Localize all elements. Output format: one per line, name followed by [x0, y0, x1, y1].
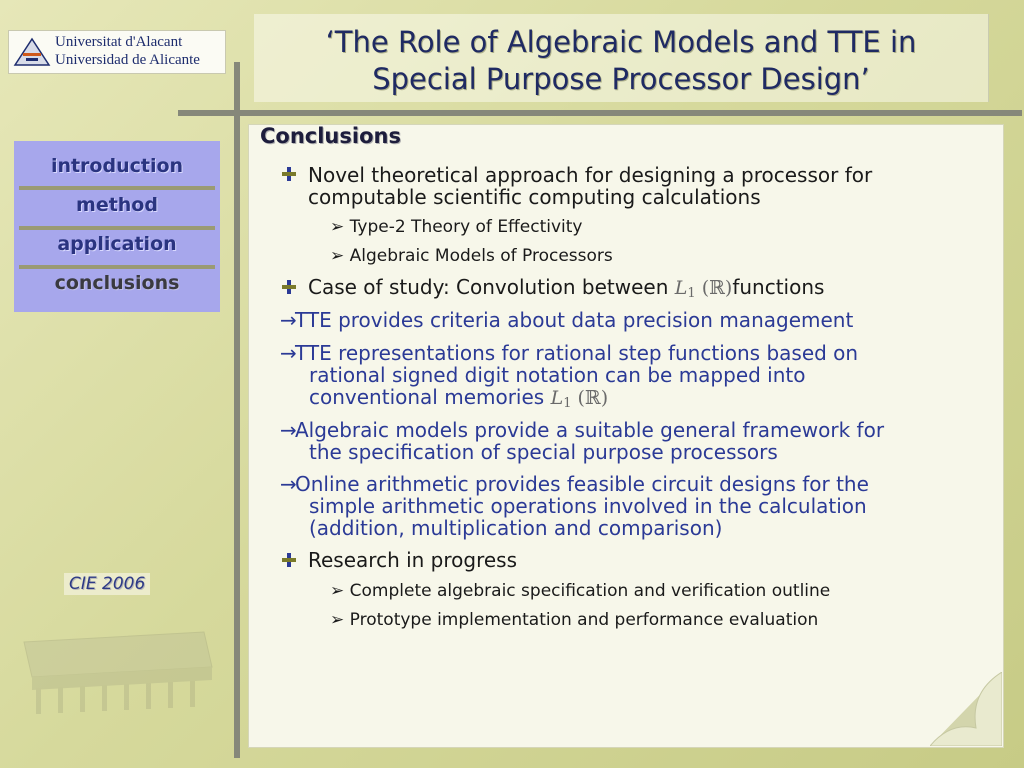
frame-vertical-line: [234, 62, 240, 758]
sub-bullet-algebraic: [330, 246, 990, 266]
arrow-icon: →: [280, 341, 297, 365]
math-symbol: L: [674, 277, 688, 299]
bullet-icon: [282, 280, 296, 294]
arrow-icon: →: [280, 472, 297, 496]
arrow-icon: →: [280, 418, 297, 442]
bullet-text: functions: [732, 275, 825, 299]
arrow-bullet-text: Online arithmetic provides feasible circuit designs for the: [295, 472, 869, 496]
slide-title: [254, 24, 988, 98]
math-l1-r: [551, 387, 609, 409]
university-logo: [8, 30, 226, 74]
university-logo-icon: [13, 35, 51, 67]
math-symbol: L: [550, 387, 564, 409]
microchip-icon: [14, 622, 214, 722]
math-l1-r: [675, 277, 733, 299]
section-title: Conclusions: [260, 124, 401, 148]
arrow-bullet-text: conventional memories: [309, 385, 551, 409]
section-nav: [14, 141, 220, 312]
arrow-bullet-representations: [280, 342, 980, 415]
arrow-bullet-text: TTE representations for rational step functions based on: [295, 341, 859, 365]
nav-separator: [19, 186, 215, 190]
bullet-icon: [282, 553, 296, 567]
bullet-text: Case of study: Convolution between: [308, 275, 675, 299]
sub-bullet-arrow-icon: ➢: [330, 217, 345, 237]
frame-horizontal-line: [178, 110, 1022, 116]
title-box: [254, 14, 989, 102]
sub-bullet-tte: [330, 217, 990, 237]
nav-item-conclusions[interactable]: conclusions: [54, 272, 180, 294]
logo-line-2: Universidad de Alicante: [55, 52, 200, 68]
sub-bullet-arrow-icon: ➢: [330, 246, 345, 266]
math-domain: (ℝ): [695, 277, 733, 299]
arrow-icon: →: [280, 308, 297, 332]
sub-bullet-text: Algebraic Models of Processors: [349, 246, 613, 266]
sub-bullet-specification: [330, 581, 990, 601]
nav-item-method[interactable]: method: [76, 194, 158, 216]
slide-title-line-1: ‘The Role of Algebraic Models and TTE in: [325, 25, 917, 59]
arrow-bullet-text: the specification of special purpose processors: [309, 440, 778, 464]
bullet-text-line: Novel theoretical approach for designing a processor for: [308, 163, 873, 187]
arrow-bullet-precision: [280, 309, 980, 331]
sub-bullet-prototype: [330, 610, 990, 630]
arrow-bullet-text: rational signed digit notation can be mapped into: [309, 363, 806, 387]
bullet-case-study: [308, 276, 988, 305]
bullet-research: Research in progress: [308, 548, 518, 572]
nav-separator: [19, 265, 215, 269]
bullet-text-line: computable scientific computing calculations: [308, 185, 761, 209]
bullet-novel-approach: [308, 164, 988, 208]
sub-bullet-text: Complete algebraic specification and verification outline: [349, 581, 831, 601]
nav-item-application[interactable]: application: [57, 233, 177, 255]
math-subscript: 1: [563, 396, 572, 411]
conference-label: CIE 2006: [64, 573, 150, 595]
math-domain: (ℝ): [571, 387, 609, 409]
page-curl-icon: [930, 672, 1002, 746]
nav-item-introduction[interactable]: introduction: [50, 155, 184, 177]
logo-line-1: Universitat d'Alacant: [55, 34, 183, 50]
math-subscript: 1: [687, 286, 696, 301]
arrow-bullet-text: TTE provides criteria about data precision management: [295, 308, 854, 332]
sub-bullet-arrow-icon: ➢: [330, 610, 345, 630]
arrow-bullet-framework: [280, 419, 980, 463]
sub-bullet-arrow-icon: ➢: [330, 581, 345, 601]
sub-bullet-text: Type-2 Theory of Effectivity: [349, 217, 583, 237]
arrow-bullet-text: Algebraic models provide a suitable general framework for: [295, 418, 885, 442]
arrow-bullet-text: (addition, multiplication and comparison): [309, 516, 723, 540]
sub-bullet-text: Prototype implementation and performance evaluation: [349, 610, 819, 630]
arrow-bullet-online-arithmetic: [280, 473, 980, 539]
slide-title-line-2: Special Purpose Processor Design’: [372, 62, 870, 96]
nav-separator: [19, 226, 215, 230]
arrow-bullet-text: simple arithmetic operations involved in the calculation: [309, 494, 867, 518]
bullet-icon: [282, 167, 296, 181]
